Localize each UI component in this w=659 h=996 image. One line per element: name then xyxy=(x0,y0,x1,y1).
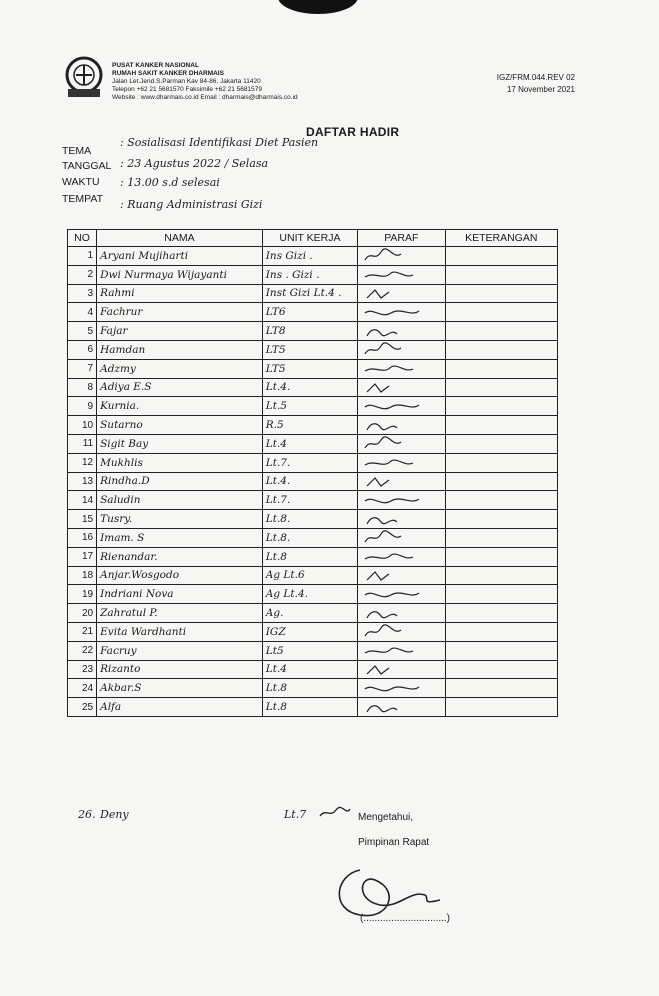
row-keterangan xyxy=(445,510,558,529)
table-row xyxy=(68,528,558,547)
row-paraf xyxy=(358,698,445,717)
row-keterangan xyxy=(445,585,558,604)
table-row xyxy=(68,303,558,322)
row-paraf xyxy=(358,528,445,547)
row-paraf xyxy=(358,679,445,698)
table-row xyxy=(68,416,558,435)
row-no: 6 xyxy=(68,340,97,359)
row-unit-kerja: Lt.8 xyxy=(262,679,357,698)
form-code: IGZ/FRM.044.REV 02 xyxy=(496,73,575,82)
row-nama: Aryani Mujiharti xyxy=(97,247,263,266)
row-nama: Adzmy xyxy=(97,359,263,378)
row-keterangan xyxy=(445,622,558,641)
row-no: 11 xyxy=(68,434,97,453)
row-no: 16 xyxy=(68,528,97,547)
row-unit-kerja: Lt5 xyxy=(262,641,357,660)
row-paraf xyxy=(358,378,445,397)
extra-row-unit: Lt.7 xyxy=(284,808,307,821)
row-nama: Tusry. xyxy=(97,510,263,529)
row-nama: Rahmi xyxy=(97,284,263,303)
row-nama: Rindha.D xyxy=(97,472,263,491)
table-row xyxy=(68,247,558,266)
row-paraf xyxy=(358,284,445,303)
table-row xyxy=(68,510,558,529)
row-unit-kerja: Lt.7. xyxy=(262,491,357,510)
institution-name: PUSAT KANKER NASIONAL xyxy=(112,62,199,69)
row-unit-kerja: Lt.8. xyxy=(262,510,357,529)
tempat-label: TEMPAT xyxy=(62,193,104,205)
table-row xyxy=(68,472,558,491)
row-keterangan xyxy=(445,491,558,510)
row-no: 23 xyxy=(68,660,97,679)
signature-mark xyxy=(361,530,421,545)
row-no: 13 xyxy=(68,472,97,491)
row-nama: Anjar.Wosgodo xyxy=(97,566,263,585)
row-keterangan xyxy=(445,303,558,322)
row-paraf xyxy=(358,340,445,359)
row-keterangan xyxy=(445,566,558,585)
row-unit-kerja: R.5 xyxy=(262,416,357,435)
row-keterangan xyxy=(445,641,558,660)
hospital-logo-icon xyxy=(62,55,106,101)
row-unit-kerja: Lt.7. xyxy=(262,453,357,472)
signature-mark xyxy=(361,342,421,357)
row-no: 15 xyxy=(68,510,97,529)
row-nama: Facruy xyxy=(97,641,263,660)
row-unit-kerja: IGZ xyxy=(262,622,357,641)
row-no: 1 xyxy=(68,247,97,266)
row-keterangan xyxy=(445,397,558,416)
row-no: 7 xyxy=(68,359,97,378)
row-paraf xyxy=(358,660,445,679)
table-row xyxy=(68,585,558,604)
row-no: 9 xyxy=(68,397,97,416)
row-paraf xyxy=(358,604,445,623)
row-paraf xyxy=(358,434,445,453)
table-row xyxy=(68,698,558,717)
row-keterangan xyxy=(445,660,558,679)
row-no: 8 xyxy=(68,378,97,397)
signature-mark xyxy=(361,324,421,339)
website: Website : www.dharmais.co.id Email : dharmais@dharmais.co.id xyxy=(112,94,298,101)
signature-mark xyxy=(361,624,421,639)
row-keterangan xyxy=(445,359,558,378)
row-unit-kerja: Lt.8 xyxy=(262,698,357,717)
col-paraf: PARAF xyxy=(358,230,445,247)
scan-artifact xyxy=(278,0,358,14)
row-no: 5 xyxy=(68,322,97,341)
row-unit-kerja: LT6 xyxy=(262,303,357,322)
signature-mark xyxy=(361,681,421,696)
table-row xyxy=(68,434,558,453)
row-nama: Evita Wardhanti xyxy=(97,622,263,641)
row-no: 19 xyxy=(68,585,97,604)
col-no: NO xyxy=(68,230,97,247)
row-keterangan xyxy=(445,698,558,717)
signature-mark xyxy=(361,267,421,282)
signature-mark xyxy=(361,662,421,677)
signature-mark xyxy=(361,568,421,583)
row-no: 20 xyxy=(68,604,97,623)
extra-row-no: 26. xyxy=(78,808,96,821)
col-nama: NAMA xyxy=(97,230,263,247)
row-no: 21 xyxy=(68,622,97,641)
signature-mark xyxy=(361,700,421,715)
tanggal-value: : 23 Agustus 2022 / Selasa xyxy=(120,157,269,170)
col-unit-kerja: UNIT KERJA xyxy=(262,230,357,247)
row-paraf xyxy=(358,491,445,510)
signature-mark xyxy=(361,248,421,263)
pimpinan-label: Pimpinan Rapat xyxy=(358,837,430,848)
row-keterangan xyxy=(445,528,558,547)
row-paraf xyxy=(358,322,445,341)
table-row xyxy=(68,622,558,641)
page-title: DAFTAR HADIR xyxy=(306,125,400,139)
row-unit-kerja: Lt.4 xyxy=(262,660,357,679)
address: Jalan Let.Jend.S.Parman Kav 84-86, Jakarta 11420 xyxy=(112,78,261,85)
signature-mark xyxy=(361,455,421,470)
signature-mark xyxy=(361,587,421,602)
row-no: 4 xyxy=(68,303,97,322)
col-keterangan: KETERANGAN xyxy=(445,230,558,247)
extra-row-signature xyxy=(318,806,352,820)
signature-mark xyxy=(361,643,421,658)
row-nama: Hamdan xyxy=(97,340,263,359)
row-no: 18 xyxy=(68,566,97,585)
table-row xyxy=(68,265,558,284)
row-paraf xyxy=(358,547,445,566)
row-paraf xyxy=(358,397,445,416)
table-row xyxy=(68,641,558,660)
row-no: 25 xyxy=(68,698,97,717)
row-nama: Imam. S xyxy=(97,528,263,547)
table-row xyxy=(68,604,558,623)
row-no: 22 xyxy=(68,641,97,660)
row-no: 2 xyxy=(68,265,97,284)
table-row xyxy=(68,660,558,679)
row-nama: Zahratul P. xyxy=(97,604,263,623)
row-paraf xyxy=(358,359,445,378)
signature-mark xyxy=(361,418,421,433)
signature-mark xyxy=(361,549,421,564)
table-header-row xyxy=(68,230,558,247)
row-nama: Alfa xyxy=(97,698,263,717)
row-unit-kerja: LT5 xyxy=(262,340,357,359)
signature-mark xyxy=(361,606,421,621)
row-unit-kerja: Lt.8 xyxy=(262,547,357,566)
table-row xyxy=(68,284,558,303)
row-unit-kerja: Inst Gizi Lt.4 . xyxy=(262,284,357,303)
table-row xyxy=(68,491,558,510)
row-no: 12 xyxy=(68,453,97,472)
row-keterangan xyxy=(445,378,558,397)
row-no: 24 xyxy=(68,679,97,698)
signature-mark xyxy=(361,305,421,320)
table-row xyxy=(68,566,558,585)
row-nama: Sigit Bay xyxy=(97,434,263,453)
row-nama: Saludin xyxy=(97,491,263,510)
row-nama: Sutarno xyxy=(97,416,263,435)
row-nama: Fajar xyxy=(97,322,263,341)
row-keterangan xyxy=(445,284,558,303)
tempat-value: : Ruang Administrasi Gizi xyxy=(120,198,263,211)
row-keterangan xyxy=(445,247,558,266)
row-nama: Indriani Nova xyxy=(97,585,263,604)
signature-mark xyxy=(361,399,421,414)
row-paraf xyxy=(358,416,445,435)
row-no: 10 xyxy=(68,416,97,435)
table-row xyxy=(68,453,558,472)
form-date: 17 November 2021 xyxy=(506,85,575,94)
phone: Telepon +62 21 5681570 Faksimile +62 21 5681579 xyxy=(112,86,262,93)
signature-mark xyxy=(361,474,421,489)
row-keterangan xyxy=(445,340,558,359)
signature-mark xyxy=(361,380,421,395)
row-unit-kerja: LT5 xyxy=(262,359,357,378)
row-paraf xyxy=(358,472,445,491)
row-nama: Dwi Nurmaya Wijayanti xyxy=(97,265,263,284)
form-code-block xyxy=(497,72,575,96)
table-row xyxy=(68,322,558,341)
chair-name-placeholder: (..............................) xyxy=(360,913,451,924)
extra-row-name: Deny xyxy=(100,808,129,821)
table-row xyxy=(68,378,558,397)
row-unit-kerja: Ag Lt.6 xyxy=(262,566,357,585)
attendance-table xyxy=(67,229,558,717)
row-keterangan xyxy=(445,472,558,491)
row-unit-kerja: Ag. xyxy=(262,604,357,623)
table-row xyxy=(68,359,558,378)
row-no: 3 xyxy=(68,284,97,303)
row-paraf xyxy=(358,585,445,604)
row-keterangan xyxy=(445,265,558,284)
tanggal-label: TANGGAL xyxy=(62,160,112,172)
row-nama: Rienandar. xyxy=(97,547,263,566)
waktu-value: : 13.00 s.d selesai xyxy=(120,176,220,189)
hospital-name: RUMAH SAKIT KANKER DHARMAIS xyxy=(112,70,224,77)
row-keterangan xyxy=(445,434,558,453)
row-unit-kerja: Ins . Gizi . xyxy=(262,265,357,284)
row-unit-kerja: LT8 xyxy=(262,322,357,341)
table-row xyxy=(68,340,558,359)
tema-value: : Sosialisasi Identifikasi Diet Pasien xyxy=(120,136,319,149)
signature-mark xyxy=(361,436,421,451)
row-nama: Adiya E.S xyxy=(97,378,263,397)
row-keterangan xyxy=(445,604,558,623)
table-row xyxy=(68,679,558,698)
table-row xyxy=(68,397,558,416)
row-unit-kerja: Ag Lt.4. xyxy=(262,585,357,604)
signature-mark xyxy=(361,361,421,376)
row-keterangan xyxy=(445,547,558,566)
institution-header xyxy=(112,62,298,102)
row-paraf xyxy=(358,566,445,585)
row-unit-kerja: Lt.4. xyxy=(262,472,357,491)
row-unit-kerja: Lt.4. xyxy=(262,378,357,397)
table-row xyxy=(68,547,558,566)
row-unit-kerja: Lt.5 xyxy=(262,397,357,416)
row-paraf xyxy=(358,510,445,529)
row-paraf xyxy=(358,641,445,660)
row-nama: Rizanto xyxy=(97,660,263,679)
row-paraf xyxy=(358,622,445,641)
row-paraf xyxy=(358,453,445,472)
row-keterangan xyxy=(445,416,558,435)
row-nama: Akbar.S xyxy=(97,679,263,698)
row-paraf xyxy=(358,247,445,266)
row-unit-kerja: Ins Gizi . xyxy=(262,247,357,266)
tema-label: TEMA xyxy=(62,145,92,157)
row-keterangan xyxy=(445,322,558,341)
row-nama: Fachrur xyxy=(97,303,263,322)
row-nama: Mukhlis xyxy=(97,453,263,472)
chair-signature xyxy=(330,860,460,920)
row-keterangan xyxy=(445,453,558,472)
row-keterangan xyxy=(445,679,558,698)
row-no: 14 xyxy=(68,491,97,510)
row-paraf xyxy=(358,303,445,322)
row-paraf xyxy=(358,265,445,284)
row-nama: Kurnia. xyxy=(97,397,263,416)
row-no: 17 xyxy=(68,547,97,566)
row-unit-kerja: Lt.8. xyxy=(262,528,357,547)
signature-mark xyxy=(361,512,421,527)
mengetahui-label: Mengetahui, xyxy=(358,812,414,823)
row-unit-kerja: Lt.4 xyxy=(262,434,357,453)
signature-mark xyxy=(361,286,421,301)
waktu-label: WAKTU xyxy=(62,176,100,188)
signature-mark xyxy=(361,493,421,508)
